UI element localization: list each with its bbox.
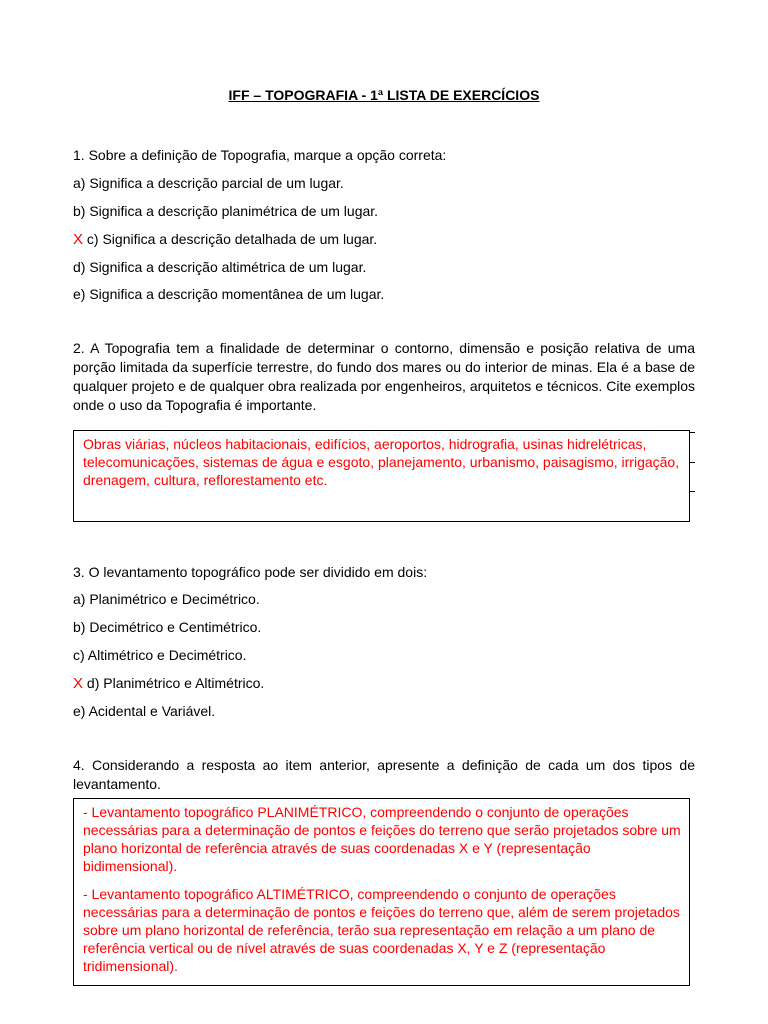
q4-answer-planimetrico: - Levantamento topográfico PLANIMÉTRICO, compreendendo o conjunto de operações necessárias para a determinação de pontos e feições do terreno que serão projetados sobre um plano horizontal de referência através de suas coordenadas X e Y (representação bidimensional). bbox=[83, 804, 681, 874]
question-1: 1. Sobre a definição de Topografia, marque a opção correta: bbox=[73, 147, 447, 163]
q3-option-d-text: d) Planimétrico e Altimétrico. bbox=[86, 675, 265, 691]
q3-option-a: a) Planimétrico e Decimétrico. bbox=[73, 591, 260, 607]
q3-option-e: e) Acidental e Variável. bbox=[73, 703, 216, 719]
q4-answer-box bbox=[73, 798, 690, 986]
q3-option-b: b) Decimétrico e Centimétrico. bbox=[73, 619, 262, 635]
q2-answer-box bbox=[73, 430, 690, 522]
q2-answer-text: Obras viárias, núcleos habitacionais, edifícios, aeroportos, hidrografia, usinas hidrelétricas, telecomunicações, sistemas de água e esgoto, planejamento, urbanismo, paisagismo, irrigação, drenagem, cultura, reflorestamento etc. bbox=[83, 436, 680, 488]
q1-option-d: d) Significa a descrição altimétrica de um lugar. bbox=[73, 259, 367, 275]
q1-option-b: b) Significa a descrição planimétrica de um lugar. bbox=[73, 203, 379, 219]
question-2: 2. A Topografia tem a finalidade de determinar o contorno, dimensão e posição relativa de uma porção limitada da superfície terrestre, do fundo dos mares ou do interior de minas. Ela é a base de qualquer projeto e de qualquer obra realizada por engenheiros, arquitetos e técnicos. Cite exemplos onde o uso da Topografia é importante. bbox=[73, 340, 695, 413]
question-3: 3. O levantamento topográfico pode ser dividido em dois: bbox=[73, 564, 428, 580]
question-4: 4. Considerando a resposta ao item anterior, apresente a definição de cada um dos tipos de levantamento. bbox=[73, 757, 695, 792]
q1-option-e: e) Significa a descrição momentânea de um lugar. bbox=[73, 286, 385, 302]
q1-option-a: a) Significa a descrição parcial de um lugar. bbox=[73, 175, 344, 191]
q3-option-c: c) Altimétrico e Decimétrico. bbox=[73, 647, 247, 663]
q1-option-c bbox=[73, 230, 377, 249]
q1-answer-mark: X bbox=[73, 231, 84, 248]
page-title: IFF – TOPOGRAFIA - 1ª LISTA DE EXERCÍCIOS bbox=[228, 87, 540, 103]
q4-answer-altimetrico: - Levantamento topográfico ALTIMÉTRICO, compreendendo o conjunto de operações necessárias para a determinação de pontos e feições do terreno que, além de serem projetados sobre um plano horizontal de referência, terão sua representação em relação a um plano de referência vertical ou de nível através de suas coordenadas X, Y e Z (representação tridimensional). bbox=[83, 886, 680, 974]
q3-answer-mark: X bbox=[73, 675, 84, 692]
q3-option-d bbox=[73, 674, 264, 693]
q1-option-c-text: c) Significa a descrição detalhada de um lugar. bbox=[86, 231, 378, 247]
